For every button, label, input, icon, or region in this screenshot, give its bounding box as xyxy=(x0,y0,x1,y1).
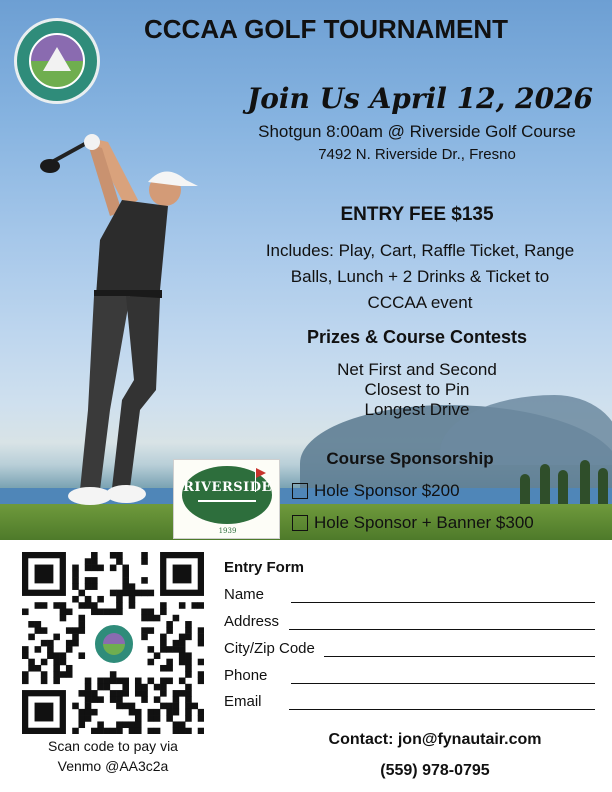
phone-label: Phone xyxy=(224,667,268,684)
address-label: Address xyxy=(224,613,280,630)
qr-logo-icon xyxy=(92,622,136,666)
tree-shape xyxy=(540,464,550,504)
contact-phone[interactable]: (559) 978-0795 xyxy=(380,762,490,779)
flag-icon xyxy=(256,468,266,478)
address-field[interactable] xyxy=(289,629,595,630)
prize-item: Longest Drive xyxy=(364,400,470,419)
tree-shape xyxy=(598,468,608,504)
includes-line: CCCAA event xyxy=(367,293,473,312)
tree-shape xyxy=(558,470,568,504)
name-label: Name xyxy=(224,586,265,603)
sponsor-option-label: Hole Sponsor + Banner $300 xyxy=(314,513,534,532)
scan-instructions xyxy=(22,736,204,776)
checkbox-icon[interactable] xyxy=(292,483,308,499)
prizes-heading: Prizes & Course Contests xyxy=(306,327,528,347)
riverside-logo xyxy=(173,459,280,539)
prize-item: Closest to Pin xyxy=(364,380,470,399)
riverside-year: 1939 xyxy=(218,527,237,535)
name-field[interactable] xyxy=(291,602,595,603)
venmo-qr-code[interactable] xyxy=(22,552,204,734)
phone-field[interactable] xyxy=(291,683,595,684)
riverside-name: RIVERSIDE xyxy=(183,480,272,495)
tree-shape xyxy=(580,460,590,504)
includes-line: Includes: Play, Cart, Raffle Ticket, Range xyxy=(265,241,575,260)
contact-email[interactable]: Contact: jon@fynautair.com xyxy=(328,731,542,748)
email-label: Email xyxy=(224,693,262,710)
scan-line: Scan code to pay via xyxy=(48,738,178,754)
venmo-handle: Venmo @AA3c2a xyxy=(57,758,169,774)
city-zip-field[interactable] xyxy=(324,656,595,657)
sponsorship-heading: Course Sponsorship xyxy=(326,449,494,468)
triangle-icon xyxy=(43,47,71,71)
tree-shape xyxy=(520,474,530,504)
sponsor-option[interactable] xyxy=(292,481,460,501)
entry-form-heading: Entry Form xyxy=(224,559,305,576)
prize-item: Net First and Second xyxy=(337,360,497,379)
event-address: 7492 N. Riverside Dr., Fresno xyxy=(318,146,516,163)
logo-emblem xyxy=(103,633,125,655)
sponsor-option[interactable] xyxy=(292,513,534,533)
checkbox-icon[interactable] xyxy=(292,515,308,531)
bridge-icon xyxy=(198,500,256,514)
fee-includes xyxy=(228,238,612,316)
event-start-location: Shotgun 8:00am @ Riverside Golf Course xyxy=(258,122,576,141)
entry-fee-heading: ENTRY FEE $135 xyxy=(340,204,494,225)
page-title: CCCAA GOLF TOURNAMENT xyxy=(144,14,508,44)
city-zip-label: City/Zip Code xyxy=(224,640,315,657)
includes-line: Balls, Lunch + 2 Drinks & Ticket to xyxy=(290,267,550,286)
sponsor-option-label: Hole Sponsor $200 xyxy=(314,481,460,500)
prizes-list xyxy=(228,360,606,420)
event-date-headline: Join Us April 12, 2026 xyxy=(246,82,594,115)
email-field[interactable] xyxy=(289,709,595,710)
